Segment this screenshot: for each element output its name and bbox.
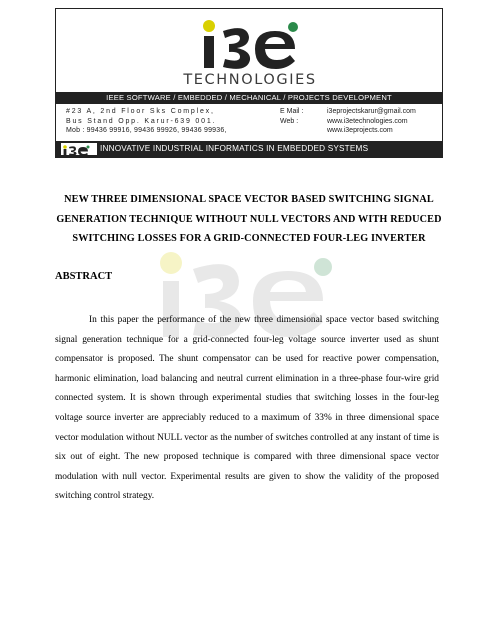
address-line: Bus Stand Opp. Karur-639 001. (66, 117, 217, 125)
company-address (66, 107, 266, 136)
address-line: #23 A, 2nd Floor Sks Complex, (66, 108, 215, 115)
paper-title (55, 190, 443, 249)
company-logo (56, 15, 444, 73)
company-contact (280, 107, 440, 136)
email-link[interactable]: i3eprojectskarur@gmail.com (327, 108, 416, 115)
services-banner: IEEE SOFTWARE / EMBEDDED / MECHANICAL / PROJECTS DEVELOPMENT (56, 92, 442, 104)
company-name: TECHNOLOGIES (183, 72, 317, 88)
abstract-heading: ABSTRACT (55, 271, 113, 282)
abstract-text: In this paper the performance of the new three dimensional space vector based switching signal generation technique for a grid-connected four-leg voltage source inverter used as shunt compensator is proposed. The shunt compensator can be used for reactive power compensation, harmonic elimination, load balancing and neutral current elimination in a three-phase four-wire grid connected system. It is shown through experimental studies that switching losses in the four-leg voltage source inverter are appreciably reduced to a maximum of 33% in three dimensional space vector modulation without NULL vector as the number of switches controlled at any instant of time is six out of eight. The new proposed technique is compared with three dimensional space vector modulation with null vector. Experimental results are given to show the validity of the proposed switching control strategy. (55, 315, 439, 502)
website-link[interactable]: www.i3etechnologies.com (327, 117, 408, 125)
web-label: Web : (280, 117, 299, 125)
letterhead (55, 8, 443, 158)
small-logo (60, 142, 98, 156)
email-label: E Mail : (280, 108, 304, 115)
title-line: GENERATION TECHNIQUE WITHOUT NULL VECTORS AND WITH REDUCED (56, 213, 442, 225)
mobile-numbers: Mob : 99436 99916, 99436 99926, 99436 99936, (66, 127, 227, 135)
slogan-banner: INNOVATIVE INDUSTRIAL INFORMATICS IN EMBEDDED SYSTEMS (56, 141, 442, 157)
title-line: SWITCHING LOSSES FOR A GRID-CONNECTED FOUR-LEG INVERTER (72, 233, 426, 244)
title-line: NEW THREE DIMENSIONAL SPACE VECTOR BASED SWITCHING SIGNAL (64, 194, 434, 205)
website-link[interactable]: www.i3eprojects.com (327, 127, 393, 135)
